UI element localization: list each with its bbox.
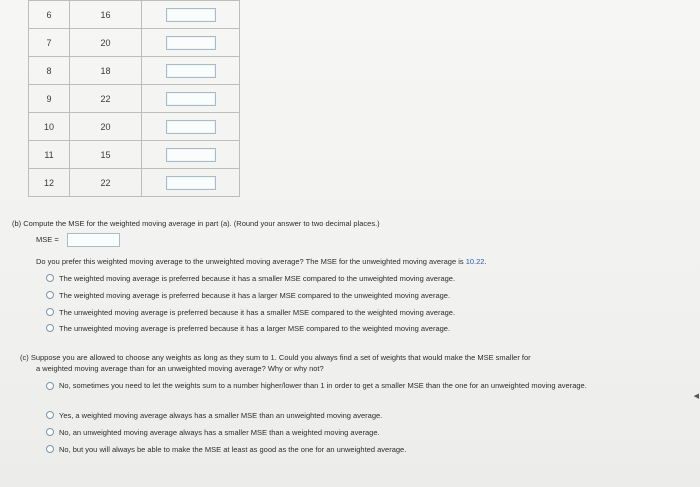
value-cell: 18 bbox=[70, 57, 142, 85]
value-cell: 15 bbox=[70, 141, 142, 169]
forecast-input[interactable] bbox=[166, 92, 216, 106]
option-b-2[interactable]: The weighted moving average is preferred because it has a larger MSE compared to the unweighted moving average. bbox=[59, 291, 451, 300]
time-period-cell: 9 bbox=[29, 85, 70, 113]
option-c-3[interactable]: No, an unweighted moving average always has a smaller MSE than a weighted moving average. bbox=[59, 428, 380, 437]
option-b-1[interactable]: The weighted moving average is preferred because it has a smaller MSE compared to the unweighted moving average. bbox=[59, 274, 456, 283]
mse-label: MSE = bbox=[36, 235, 59, 244]
radio-c-3[interactable] bbox=[46, 428, 54, 436]
radio-c-4[interactable] bbox=[46, 445, 54, 453]
forecast-cell bbox=[142, 57, 240, 85]
time-period-cell: 11 bbox=[29, 141, 70, 169]
forecast-input[interactable] bbox=[166, 8, 216, 22]
radio-b-3[interactable] bbox=[46, 308, 54, 316]
forecast-cell bbox=[142, 1, 240, 29]
radio-b-2[interactable] bbox=[46, 291, 54, 299]
value-cell: 16 bbox=[70, 1, 142, 29]
time-period-cell: 10 bbox=[29, 113, 70, 141]
table-row bbox=[29, 169, 240, 197]
forecast-cell bbox=[142, 141, 240, 169]
option-c-1[interactable]: No, sometimes you need to let the weights sum to a number higher/lower than 1 in order to get a smaller MSE than the one for an unweighted moving average. bbox=[59, 381, 587, 390]
radio-c-2[interactable] bbox=[46, 411, 54, 419]
forecast-input[interactable] bbox=[166, 36, 216, 50]
table-row bbox=[29, 1, 240, 29]
part-b-question bbox=[36, 257, 487, 266]
value-cell: 22 bbox=[70, 85, 142, 113]
forecast-table bbox=[28, 0, 240, 197]
forecast-cell bbox=[142, 113, 240, 141]
option-b-4[interactable]: The unweighted moving average is preferred because it has a larger MSE compared to the weighted moving average. bbox=[59, 324, 451, 333]
value-cell: 22 bbox=[70, 169, 142, 197]
value-cell: 20 bbox=[70, 29, 142, 57]
radio-c-1[interactable] bbox=[46, 382, 54, 390]
forecast-cell bbox=[142, 85, 240, 113]
unweighted-mse-value: 10.22 bbox=[465, 257, 485, 266]
forecast-input[interactable] bbox=[166, 64, 216, 78]
time-period-cell: 12 bbox=[29, 169, 70, 197]
option-c-2[interactable]: Yes, a weighted moving average always has a smaller MSE than an unweighted moving average. bbox=[59, 411, 383, 420]
part-c-prompt-line2: a weighted moving average than for an unweighted moving average? Why or why not? bbox=[36, 364, 324, 373]
table-row bbox=[29, 113, 240, 141]
scroll-arrow-icon[interactable]: ◀ bbox=[693, 393, 699, 400]
question-suffix: . bbox=[484, 257, 487, 266]
radio-b-4[interactable] bbox=[46, 324, 54, 332]
table-row bbox=[29, 85, 240, 113]
option-c-4[interactable]: No, but you will always be able to make the MSE at least as good as the one for an unweighted average. bbox=[59, 445, 407, 454]
question-text: Do you prefer this weighted moving average to the unweighted moving average? The MSE for the unweighted moving average is bbox=[36, 257, 466, 266]
forecast-input[interactable] bbox=[166, 176, 216, 190]
table-row bbox=[29, 57, 240, 85]
table-row bbox=[29, 29, 240, 57]
time-period-cell: 6 bbox=[29, 1, 70, 29]
forecast-input[interactable] bbox=[166, 148, 216, 162]
time-period-cell: 8 bbox=[29, 57, 70, 85]
value-cell: 20 bbox=[70, 113, 142, 141]
time-period-cell: 7 bbox=[29, 29, 70, 57]
forecast-cell bbox=[142, 169, 240, 197]
radio-b-1[interactable] bbox=[46, 274, 54, 282]
part-b-prompt: (b) Compute the MSE for the weighted moving average in part (a). (Round your answer to two decimal places.) bbox=[12, 219, 380, 228]
forecast-input[interactable] bbox=[166, 120, 216, 134]
forecast-cell bbox=[142, 29, 240, 57]
mse-input[interactable] bbox=[67, 233, 120, 247]
option-b-3[interactable]: The unweighted moving average is preferred because it has a smaller MSE compared to the weighted moving average. bbox=[59, 308, 456, 317]
part-c-prompt-line1: (c) Suppose you are allowed to choose any weights as long as they sum to 1. Could you always find a set of weights that would make the MSE smaller for bbox=[20, 353, 531, 362]
table-row bbox=[29, 141, 240, 169]
